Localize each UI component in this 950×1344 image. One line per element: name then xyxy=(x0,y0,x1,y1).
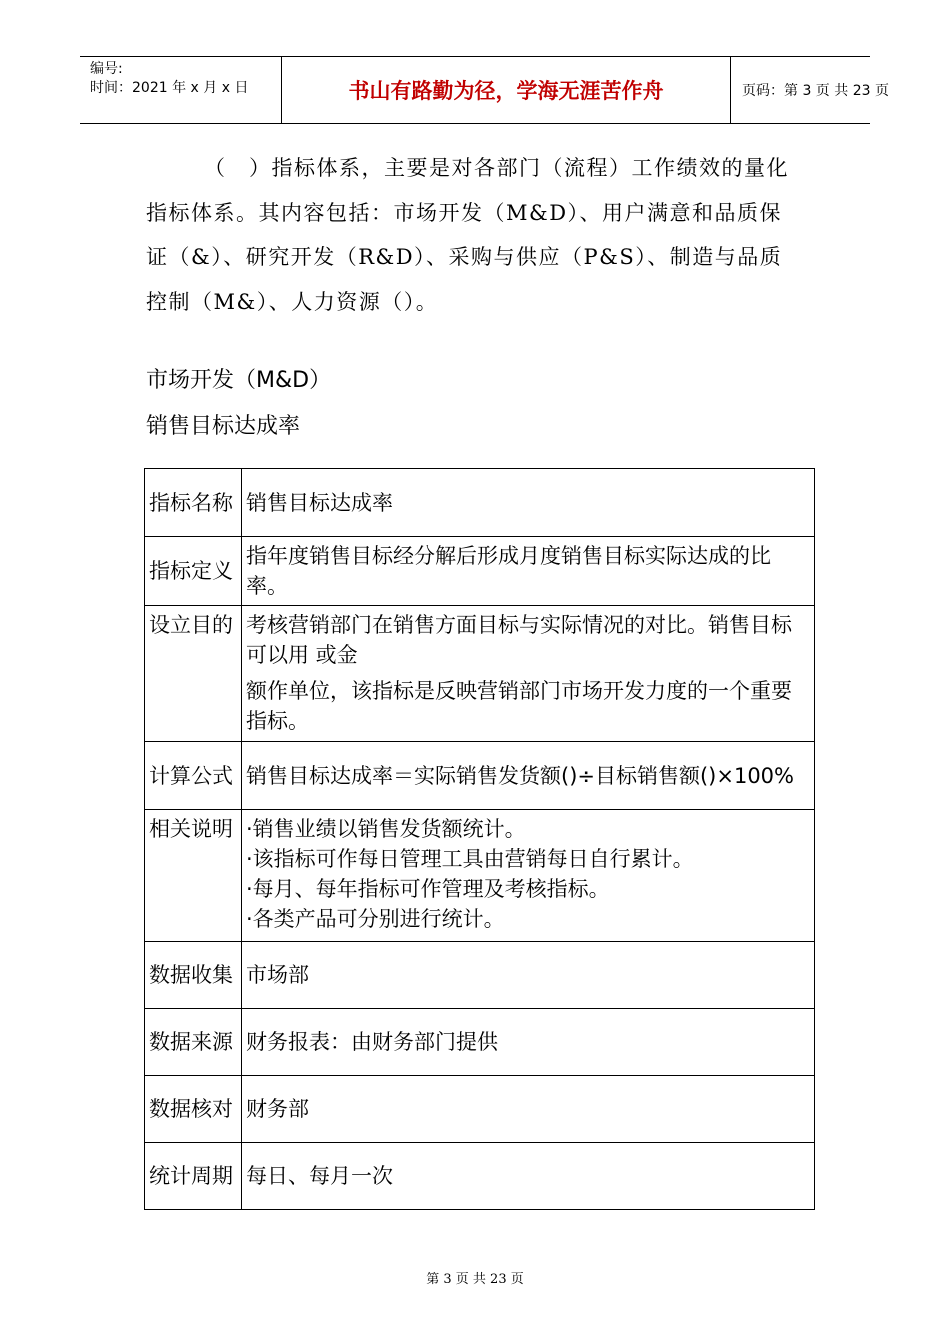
row-label: 指标名称 xyxy=(145,469,242,537)
section-heading: 市场开发（M&D） xyxy=(146,368,332,393)
header-page-info: 页码：第 3 页 共 23 页 xyxy=(742,83,889,99)
page-header xyxy=(80,56,889,124)
header-meta xyxy=(90,60,280,98)
table-row xyxy=(145,606,815,742)
row-value: 市场部 xyxy=(242,942,815,1009)
page-footer: 第 3 页 共 23 页 xyxy=(426,1272,524,1287)
time-label: 时间：2021 年 x 月 x 日 xyxy=(90,80,249,96)
purpose-line-2: 额作单位，该指标是反映营销部门市场开发力度的一个重要指标。 xyxy=(246,679,792,733)
row-label: 数据收集 xyxy=(145,942,242,1009)
row-value: 财务部 xyxy=(242,1076,815,1143)
table-row xyxy=(145,810,815,942)
table-row xyxy=(145,537,815,606)
row-label: 数据核对 xyxy=(145,1076,242,1143)
table-row xyxy=(145,1143,815,1210)
intro-paragraph xyxy=(146,146,796,324)
table-row xyxy=(145,942,815,1009)
row-label: 数据来源 xyxy=(145,1009,242,1076)
purpose-line-1: 考核营销部门在销售方面目标与实际情况的对比。销售目标可以用 或金 xyxy=(246,613,792,667)
row-label: 相关说明 xyxy=(145,810,242,942)
row-label: 统计周期 xyxy=(145,1143,242,1210)
table-row xyxy=(145,1009,815,1076)
table-row xyxy=(145,469,815,537)
section-subheading: 销售目标达成率 xyxy=(146,414,301,439)
note-item: ·各类产品可分别进行统计。 xyxy=(246,907,505,931)
row-value xyxy=(242,606,815,742)
note-item: ·每月、每年指标可作管理及考核指标。 xyxy=(246,877,610,901)
table-row xyxy=(145,742,815,810)
indicator-table xyxy=(144,468,815,1210)
row-value: 指年度销售目标经分解后形成月度销售目标实际达成的比率。 xyxy=(242,537,815,606)
intro-text: （ ）指标体系，主要是对各部门（流程）工作绩效的量化指标体系。其内容包括：市场开发（M&D）、用户满意和品质保证（&）、研究开发（R&D）、采购与供应（P&S）、制造与品质控制（M&）、人力资源（）。 xyxy=(146,156,789,314)
table-row xyxy=(145,1076,815,1143)
row-value: 销售目标达成率＝实际销售发货额()÷目标销售额()×100% xyxy=(242,742,815,810)
note-item: ·销售业绩以销售发货额统计。 xyxy=(246,817,526,841)
number-label: 编号: xyxy=(90,61,123,77)
row-value: 销售目标达成率 xyxy=(242,469,815,537)
row-value: 财务报表：由财务部门提供 xyxy=(242,1009,815,1076)
row-label: 计算公式 xyxy=(145,742,242,810)
row-label: 设立目的 xyxy=(145,606,242,742)
row-value: 每日、每月一次 xyxy=(242,1143,815,1210)
note-item: ·该指标可作每日管理工具由营销每日自行累计。 xyxy=(246,847,694,871)
row-value xyxy=(242,810,815,942)
row-label: 指标定义 xyxy=(145,537,242,606)
header-motto: 书山有路勤为径，学海无涯苦作舟 xyxy=(281,57,731,123)
